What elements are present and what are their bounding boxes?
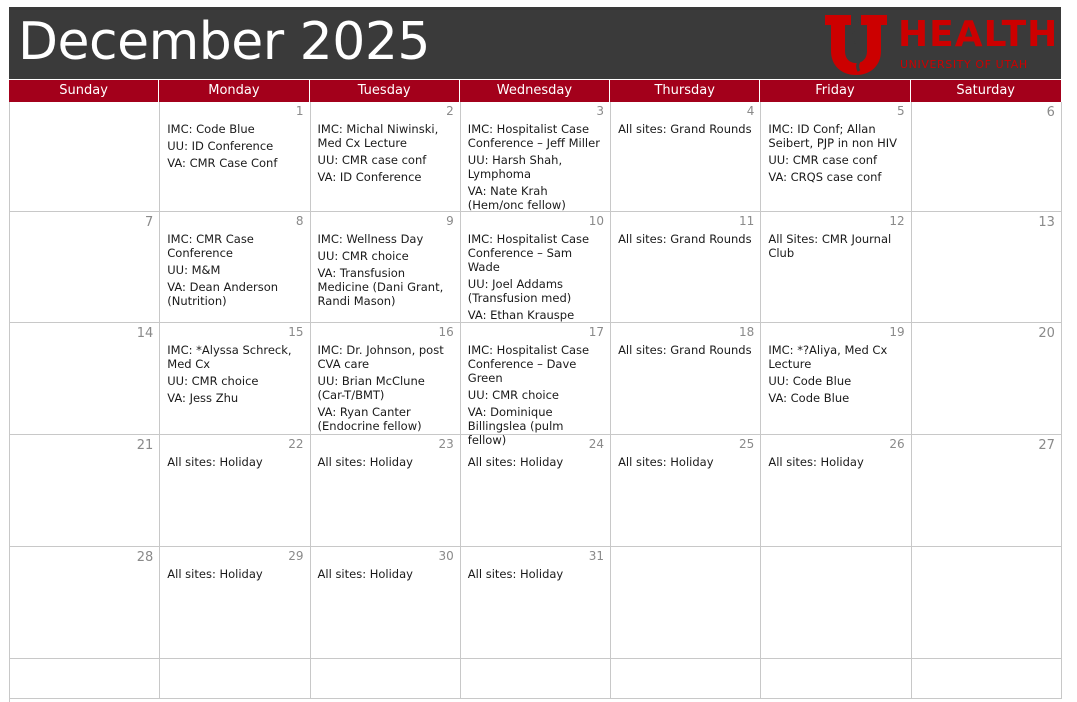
event-entry: All sites: Grand Rounds — [618, 343, 752, 357]
weekday-thursday: Thursday — [610, 80, 760, 102]
calendar-day-cell[interactable] — [461, 659, 611, 699]
weekday-sunday: Sunday — [9, 80, 159, 102]
day-number: 2 — [446, 104, 454, 118]
calendar-day-cell[interactable] — [160, 659, 310, 699]
calendar-day-cell[interactable] — [311, 323, 461, 435]
calendar-day-cell[interactable] — [160, 547, 310, 659]
day-number: 25 — [739, 437, 755, 451]
event-entry: All sites: Grand Rounds — [618, 232, 752, 246]
event-entry: VA: Transfusion Medicine (Dani Grant, Randi Mason) — [317, 266, 444, 308]
calendar-day-cell[interactable] — [461, 435, 611, 547]
day-number: 16 — [438, 325, 454, 339]
calendar-day-cell[interactable] — [761, 547, 911, 659]
day-number: 17 — [588, 325, 605, 339]
event-entry: UU: Brian McClune (Car-T/BMT) — [317, 374, 425, 402]
calendar-day-cell[interactable] — [912, 102, 1062, 212]
event-entry: IMC: Hospitalist Case Conference – Jeff Miller — [467, 122, 600, 150]
event-entry: VA: CRQS case conf — [768, 170, 882, 184]
day-number: 19 — [889, 325, 905, 339]
day-number: 28 — [136, 550, 154, 565]
day-number: 5 — [896, 104, 905, 118]
event-entry: UU: CMR case conf — [317, 153, 427, 167]
calendar-day-cell[interactable] — [160, 323, 310, 435]
day-number: 29 — [288, 549, 304, 563]
day-events — [768, 455, 904, 472]
calendar-week-row — [10, 435, 1062, 547]
day-events — [167, 455, 303, 472]
calendar-day-cell[interactable] — [10, 212, 160, 323]
day-number: 24 — [588, 437, 605, 451]
event-entry: UU: CMR choice — [467, 388, 559, 402]
day-number: 15 — [288, 325, 304, 339]
calendar-day-cell[interactable] — [912, 323, 1062, 435]
day-number: 8 — [295, 214, 304, 228]
weekday-tuesday: Tuesday — [310, 80, 460, 102]
calendar-day-cell[interactable] — [912, 547, 1062, 659]
event-entry: UU: ID Conference — [167, 139, 274, 153]
day-number: 13 — [1038, 215, 1055, 230]
calendar-day-cell[interactable] — [10, 323, 160, 435]
event-entry: IMC: *?Aliya, Med Cx Lecture — [768, 343, 888, 371]
weekday-header-row — [9, 80, 1061, 102]
page-title: December 2025 — [18, 12, 431, 72]
day-events — [618, 122, 754, 139]
event-entry: IMC: ID Conf; Allan Seibert, PJP in non HIV — [768, 122, 898, 150]
day-number: 31 — [588, 549, 605, 563]
calendar-day-cell[interactable] — [311, 547, 461, 659]
day-number: 27 — [1038, 438, 1055, 453]
day-number: 3 — [596, 104, 605, 118]
calendar-day-cell[interactable] — [311, 212, 461, 323]
day-events — [618, 455, 754, 472]
day-events — [468, 567, 604, 584]
day-number: 26 — [889, 437, 905, 451]
calendar-week-row — [10, 212, 1062, 323]
event-entry: All sites: Holiday — [467, 455, 564, 469]
calendar-day-cell[interactable] — [461, 212, 611, 323]
calendar-week-row — [10, 102, 1062, 212]
calendar-day-cell[interactable] — [160, 435, 310, 547]
day-number: 1 — [295, 104, 304, 118]
day-number: 7 — [144, 215, 154, 230]
calendar-day-cell[interactable] — [761, 212, 911, 323]
event-entry: All sites: Grand Rounds — [618, 122, 752, 136]
calendar-day-cell[interactable] — [10, 435, 160, 547]
event-entry: All sites: Holiday — [768, 455, 864, 469]
calendar-grid — [9, 102, 1061, 702]
day-events — [318, 122, 454, 187]
event-entry: IMC: Michal Niwinski, Med Cx Lecture — [317, 122, 439, 150]
day-number: 10 — [588, 214, 605, 228]
calendar-day-cell[interactable] — [461, 547, 611, 659]
event-entry: UU: Code Blue — [768, 374, 852, 388]
day-events — [318, 567, 454, 584]
day-number: 9 — [446, 214, 454, 228]
day-number: 22 — [288, 437, 304, 451]
day-events — [468, 455, 604, 472]
event-entry: IMC: CMR Case Conference — [167, 232, 254, 260]
day-events — [318, 232, 454, 311]
day-events — [468, 232, 604, 325]
calendar-day-cell[interactable] — [461, 102, 611, 212]
calendar-day-cell[interactable] — [761, 102, 911, 212]
event-entry: All sites: Holiday — [317, 567, 413, 581]
day-events — [768, 343, 904, 408]
event-entry: VA: ID Conference — [317, 170, 422, 184]
calendar-week-row — [10, 659, 1062, 699]
event-entry: VA: Ryan Canter (Endocrine fellow) — [317, 405, 422, 433]
event-entry: All sites: Holiday — [618, 455, 714, 469]
weekday-wednesday: Wednesday — [460, 80, 610, 102]
day-events — [318, 343, 454, 436]
calendar-day-cell[interactable] — [311, 435, 461, 547]
day-events — [468, 343, 604, 450]
calendar-day-cell[interactable] — [912, 659, 1062, 699]
event-entry: UU: CMR choice — [317, 249, 409, 263]
event-entry: IMC: Code Blue — [167, 122, 255, 136]
day-number: 18 — [739, 325, 755, 339]
event-entry: IMC: Hospitalist Case Conference – Sam Wade — [467, 232, 590, 274]
calendar-day-cell[interactable] — [611, 435, 761, 547]
calendar-day-cell[interactable] — [611, 547, 761, 659]
day-events — [167, 567, 303, 584]
event-entry: IMC: Hospitalist Case Conference – Dave Green — [467, 343, 590, 385]
day-number: 21 — [136, 438, 154, 453]
day-number: 23 — [438, 437, 454, 451]
event-entry: UU: Joel Addams (Transfusion med) — [467, 277, 572, 305]
calendar-week-row — [10, 547, 1062, 659]
event-entry: All sites: Holiday — [167, 567, 263, 581]
day-number: 14 — [136, 326, 154, 341]
event-entry: UU: Harsh Shah, Lymphoma — [467, 153, 563, 181]
calendar-day-cell[interactable] — [761, 435, 911, 547]
calendar-day-cell[interactable] — [611, 212, 761, 323]
logo-brand-text: HEALTH — [898, 14, 1059, 55]
u-logo-icon — [823, 13, 889, 75]
calendar-day-cell[interactable] — [912, 212, 1062, 323]
logo-subtext: UNIVERSITY OF UTAH — [900, 58, 1028, 71]
event-entry: All sites: Holiday — [467, 567, 564, 581]
calendar-day-cell[interactable] — [611, 323, 761, 435]
event-entry: UU: M&M — [167, 263, 221, 277]
day-events — [167, 122, 303, 173]
calendar-day-cell[interactable] — [311, 102, 461, 212]
event-entry: UU: CMR choice — [167, 374, 259, 388]
day-number: 6 — [1046, 105, 1055, 120]
day-events — [618, 232, 754, 249]
event-entry: All Sites: CMR Journal Club — [768, 232, 892, 260]
event-entry: VA: Dean Anderson (Nutrition) — [167, 280, 279, 308]
event-entry: IMC: Wellness Day — [317, 232, 424, 246]
calendar-day-cell[interactable] — [611, 102, 761, 212]
calendar-day-cell[interactable] — [761, 659, 911, 699]
event-entry: VA: Code Blue — [768, 391, 850, 405]
day-events — [618, 343, 754, 360]
day-events — [468, 122, 604, 215]
calendar-day-cell[interactable] — [10, 102, 160, 212]
event-entry: VA: CMR Case Conf — [167, 156, 278, 170]
day-number: 30 — [438, 549, 454, 563]
day-number: 12 — [889, 214, 905, 228]
event-entry: VA: Nate Krah (Hem/onc fellow) — [467, 184, 566, 212]
day-number: 20 — [1038, 326, 1055, 341]
event-entry: IMC: *Alyssa Schreck, Med Cx — [167, 343, 292, 371]
event-entry: All sites: Holiday — [317, 455, 413, 469]
event-entry: All sites: Holiday — [167, 455, 263, 469]
university-of-utah-health-logo — [823, 11, 1059, 77]
event-entry: VA: Jess Zhu — [167, 391, 239, 405]
day-events — [768, 232, 904, 263]
calendar-day-cell[interactable] — [10, 547, 160, 659]
calendar-day-cell[interactable] — [311, 659, 461, 699]
day-number: 4 — [746, 104, 755, 118]
calendar-day-cell[interactable] — [761, 323, 911, 435]
day-events — [167, 343, 303, 408]
event-entry: IMC: Dr. Johnson, post CVA care — [317, 343, 444, 371]
weekday-monday: Monday — [159, 80, 309, 102]
day-events — [167, 232, 303, 311]
day-number: 11 — [739, 214, 755, 228]
event-entry: VA: Dominique Billingslea (pulm fellow) — [467, 405, 564, 447]
weekday-saturday: Saturday — [911, 80, 1061, 102]
event-entry: UU: CMR case conf — [768, 153, 878, 167]
event-entry: VA: Ethan Krauspe — [467, 308, 575, 322]
day-events — [318, 455, 454, 472]
calendar-day-cell[interactable] — [160, 212, 310, 323]
calendar-day-cell[interactable] — [912, 435, 1062, 547]
day-events — [768, 122, 904, 187]
calendar-header — [9, 7, 1061, 79]
weekday-friday: Friday — [760, 80, 910, 102]
calendar-day-cell[interactable] — [10, 659, 160, 699]
calendar-day-cell[interactable] — [160, 102, 310, 212]
calendar-day-cell[interactable] — [611, 659, 761, 699]
